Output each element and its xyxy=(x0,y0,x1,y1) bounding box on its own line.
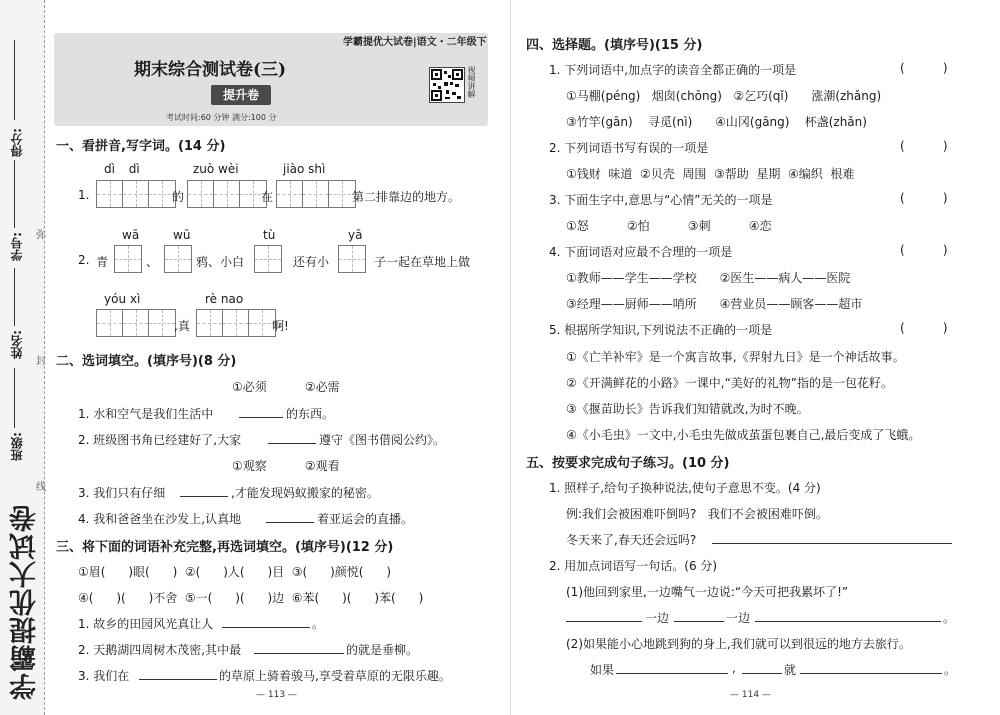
text-zhen: ,真 xyxy=(174,319,190,333)
section-5-heading: 五、按要求完成句子练习。(10 分) xyxy=(526,456,730,471)
s4-q2-answer[interactable]: ( ) xyxy=(900,139,948,153)
seal-char-mi: 弥 xyxy=(36,230,46,241)
pinyin-jiaoshi: jiào shì xyxy=(283,162,326,176)
s4-q5-option-4: ④《小毛虫》一文中,小毛虫先做成茧蛋包裹自己,最后变成了飞蛾。 xyxy=(566,428,921,442)
s4-q4-options-a: ①教师——学生——学校 ②医生——病人——医院 xyxy=(566,271,851,285)
s3-q2-tail: 的就是垂柳。 xyxy=(346,643,419,657)
char-box-wu[interactable] xyxy=(164,245,192,273)
q2-number: 2. xyxy=(78,253,90,267)
name-label: 姓名: xyxy=(10,330,24,359)
qr-code-icon[interactable] xyxy=(429,67,465,103)
s5-q1-answer-line[interactable] xyxy=(712,531,952,544)
text-haiyou: 还有小 xyxy=(293,255,330,269)
pinyin-zuowei: zuò wèi xyxy=(193,162,239,176)
s5-q2-yibian-2: 一边 xyxy=(726,611,751,625)
seal-char-feng: 封 xyxy=(36,356,46,367)
subtitle-badge: 提升卷 xyxy=(211,85,271,105)
s2-q1-tail: 的东西。 xyxy=(286,407,335,421)
s2-q4-text: 4. 我和爸爸坐在沙发上,认真地 xyxy=(78,512,242,526)
pinyin-didi: dì dì xyxy=(104,162,140,176)
char-box-renao[interactable] xyxy=(196,309,276,337)
s5-q2-yibian-1: 一边 xyxy=(645,611,670,625)
s5-q2-part2-period: 。 xyxy=(944,663,957,677)
s3-q3-tail: 的草原上骑着骏马,享受着草原的无限乐趣。 xyxy=(219,669,451,683)
q1-number: 1. xyxy=(78,188,90,202)
s5-q2-part1: (1)他回到家里,一边嘴气一边说:“今天可把我累坏了!” xyxy=(566,585,849,599)
s4-q3-options: ①怒 ②怕 ③刺 ④恋 xyxy=(566,219,772,233)
text-ya-xiaobai: 鸦、小白 xyxy=(196,255,245,269)
s3-idiom-row-2: ④( )( )不舍 ⑤一( )( )边 ⑥苯( )( )苯( ) xyxy=(78,591,424,605)
s5-q1-example: 例:我们会被困难吓倒吗? 我们不会被困难吓倒。 xyxy=(566,507,828,521)
s4-q4-text: 4. 下面词语对应最不合理的一项是 xyxy=(549,245,733,259)
char-box-didi[interactable] xyxy=(96,180,176,208)
s3-q3-blank[interactable] xyxy=(139,667,217,680)
text-dun: 、 xyxy=(146,255,159,269)
s4-q1-options-a: ①马棚(péng) 烟囱(chōng) ②乞巧(qǐ) 涨潮(zhǎng) xyxy=(566,89,882,103)
options-guancha: ①观察 ②观看 xyxy=(232,459,340,473)
char-box-ya[interactable] xyxy=(338,245,366,273)
s4-q1-answer[interactable]: ( ) xyxy=(900,61,948,75)
s5-q2-part1-blank-2[interactable] xyxy=(674,609,724,622)
s3-q3-text: 3. 我们在 xyxy=(78,669,130,683)
s4-q1-text: 1. 下列词语中,加点字的读音全都正确的一项是 xyxy=(549,63,797,77)
s2-q4-blank[interactable] xyxy=(266,510,314,523)
page-number-right: — 114 — xyxy=(730,690,771,700)
char-box-jiaoshi[interactable] xyxy=(276,180,356,208)
page-title: 期末综合测试卷(三) xyxy=(134,60,287,80)
pinyin-renao: rè nao xyxy=(205,292,244,306)
s2-q3-blank[interactable] xyxy=(180,484,228,497)
char-box-youxi[interactable] xyxy=(96,309,176,337)
s2-q1-blank[interactable] xyxy=(239,405,283,418)
s4-q2-options: ①钱财 味道 ②贝壳 周围 ③帮助 星期 ④编织 根难 xyxy=(566,167,855,181)
s5-q2-part2: (2)如果能小心地跳到狗的身上,我们就可以到很远的地方去旅行。 xyxy=(566,637,911,651)
s2-q3-tail: ,才能发现妈蚁搬家的秘密。 xyxy=(231,486,379,500)
section-1-heading: 一、看拼音,写字词。(14 分) xyxy=(56,139,226,154)
class-label: 班级: xyxy=(10,432,24,461)
page-number-left: — 113 — xyxy=(256,690,297,700)
s4-q5-option-1: ①《亡羊补牢》是一个寓言故事,《羿射九日》是一个神话故事。 xyxy=(566,350,905,364)
pinyin-wa: wā xyxy=(122,228,140,242)
s3-q2-blank[interactable] xyxy=(254,641,344,654)
s4-q3-answer[interactable]: ( ) xyxy=(900,191,948,205)
pinyin-ya: yā xyxy=(348,228,363,242)
s3-q1-period: 。 xyxy=(312,617,325,631)
text-zi-grass: 子一起在草地上做 xyxy=(374,255,471,269)
class-line xyxy=(14,368,15,428)
pinyin-wu: wū xyxy=(173,228,191,242)
char-box-zuowei[interactable] xyxy=(187,180,267,208)
s4-q3-text: 3. 下面生字中,意思与“心情”无关的一项是 xyxy=(549,193,773,207)
student-id-line xyxy=(14,160,15,228)
s5-q2-part1-blank-1[interactable] xyxy=(566,609,642,622)
s4-q2-text: 2. 下列词语书写有误的一项是 xyxy=(549,141,709,155)
s4-q5-text: 5. 根据所学知识,下列说法不正确的一项是 xyxy=(549,323,773,337)
s5-q1-sentence: 冬天来了,春天还会远吗? xyxy=(566,533,697,547)
s3-q1-blank[interactable] xyxy=(222,615,310,628)
s5-q2-comma: , xyxy=(732,661,736,675)
s3-q2-text: 2. 天鹅湖四周树木茂密,其中最 xyxy=(78,643,242,657)
s5-q2-jiu: 就 xyxy=(784,663,797,677)
seal-char-xian: 线 xyxy=(36,482,46,493)
brand-logo: 学霸提优大试卷 xyxy=(10,504,41,700)
s5-q1-text: 1. 照样子,给句子换种说法,使句子意思不变。(4 分) xyxy=(549,481,821,495)
text-qing: 青 xyxy=(96,255,109,269)
options-bixu: ①必须 ②必需 xyxy=(232,380,340,394)
score-label: 得分: xyxy=(10,128,24,157)
score-line xyxy=(14,40,15,120)
s5-q2-ruguo: 如果 xyxy=(590,663,615,677)
text-de: 的 xyxy=(172,190,185,204)
video-explain-label: 视频讲解 xyxy=(467,66,476,98)
series-label: 学霸提优大试卷|语文・二年级下 xyxy=(343,37,487,48)
s5-q2-part2-blank-2[interactable] xyxy=(742,661,782,674)
pinyin-youxi: yóu xì xyxy=(104,292,141,306)
s5-q2-part2-blank-3[interactable] xyxy=(800,661,942,674)
s5-q2-part1-blank-3[interactable] xyxy=(755,609,941,622)
s2-q2-tail: 遵守《图书借阅公约》。 xyxy=(319,433,446,447)
section-4-heading: 四、选择题。(填序号)(15 分) xyxy=(526,38,703,53)
s4-q5-option-3: ③《揠苗助长》告诉我们知错就改,为时不晚。 xyxy=(566,402,809,416)
seal-dashed-line xyxy=(44,0,45,715)
s2-q4-tail: 着亚运会的直播。 xyxy=(317,512,414,526)
s2-q3-text: 3. 我们只有仔细 xyxy=(78,486,166,500)
student-id-label: 学号: xyxy=(10,232,24,261)
s2-q2-text: 2. 班级图书角已经建好了,大家 xyxy=(78,433,242,447)
s3-idiom-row-1: ①眉( )眼( ) ②( )人( )目 ③( )颜悦( ) xyxy=(78,565,392,579)
s4-q1-options-b: ③竹竿(gān) 寻觅(nì) ④山冈(gāng) 杯盏(zhǎn) xyxy=(566,115,867,129)
s4-q4-answer[interactable]: ( ) xyxy=(900,243,948,257)
s4-q4-options-b: ③经理——厨师——哨所 ④营业员——顾客——超市 xyxy=(566,297,863,311)
s3-q1-text: 1. 故乡的田园风光真让人 xyxy=(78,617,214,631)
s2-q1-text: 1. 水和空气是我们生活中 xyxy=(78,407,214,421)
section-2-heading: 二、选词填空。(填序号)(8 分) xyxy=(56,354,237,369)
s4-q5-option-2: ②《开满鲜花的小路》一课中,“美好的礼物”指的是一包花籽。 xyxy=(566,376,894,390)
page-divider xyxy=(510,0,511,715)
char-box-wa[interactable] xyxy=(114,245,142,273)
s4-q5-answer[interactable]: ( ) xyxy=(900,321,948,335)
text-seat-location: 第二排靠边的地方。 xyxy=(352,190,461,204)
char-box-tu[interactable] xyxy=(254,245,282,273)
s5-q2-part2-blank-1[interactable] xyxy=(616,661,728,674)
exam-meta: 考试时间:60 分钟 满分:100 分 xyxy=(166,113,277,122)
text-a: 啊! xyxy=(272,319,289,333)
name-line xyxy=(14,268,15,326)
s5-q2-part1-period: 。 xyxy=(943,611,956,625)
s2-q2-blank[interactable] xyxy=(268,431,316,444)
s5-q2-text: 2. 用加点词语写一句话。(6 分) xyxy=(549,559,718,573)
section-3-heading: 三、将下面的词语补充完整,再选词填空。(填序号)(12 分) xyxy=(56,540,394,555)
text-zai: 在 xyxy=(261,190,274,204)
pinyin-tu: tù xyxy=(263,228,276,242)
